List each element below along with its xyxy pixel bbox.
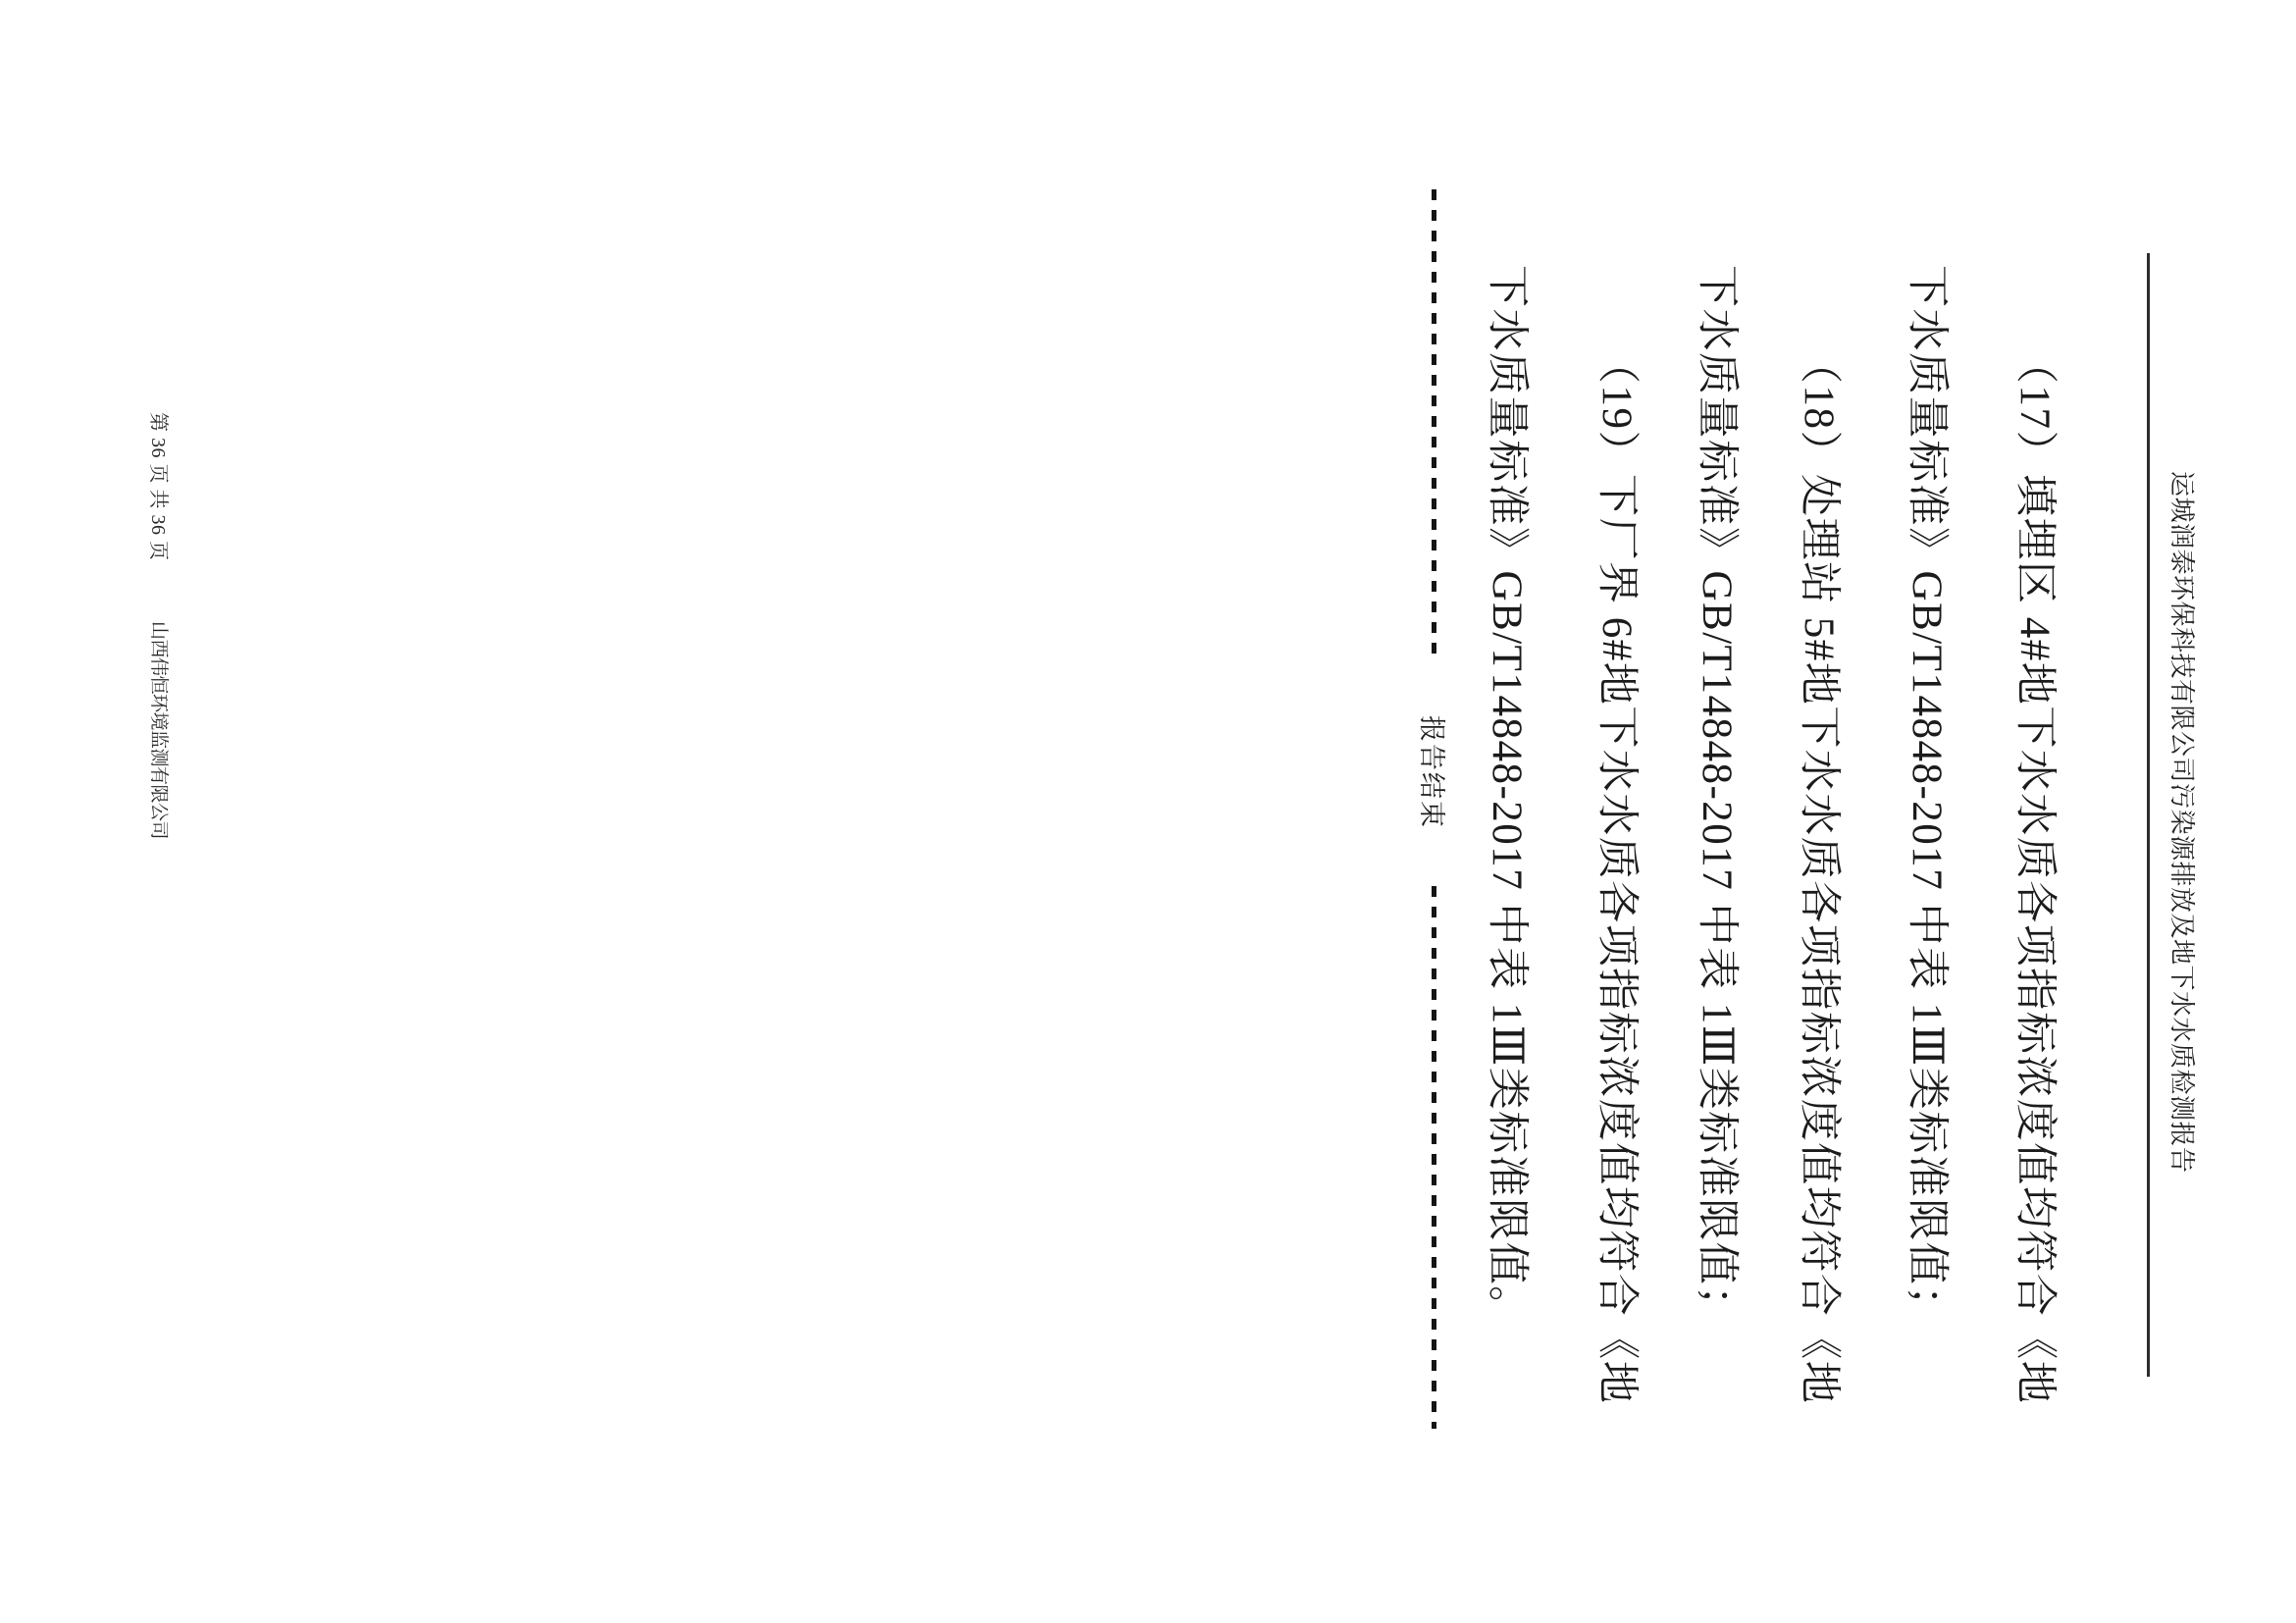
paragraph-18-line-1: （18）处理站 5#地下水水质各项指标浓度值均符合《地: [1796, 341, 1842, 1405]
report-end-divider: [1413, 189, 1456, 1442]
report-header-title: 运城润泰环保科技有限公司污染源排放及地下水水质检测报告: [2167, 471, 2196, 1174]
dashed-rule-left: [1433, 189, 1437, 660]
paragraph-18-line-2: 下水质量标准》GB/T14848-2017 中表 1Ⅲ类标准限值；: [1694, 265, 1740, 1330]
paragraph-17-line-1: （17）填埋区 4#地下水水质各项指标浓度值均符合《地: [2011, 341, 2058, 1405]
paragraph-19-line-2: 下水质量标准》GB/T14848-2017 中表 1Ⅲ类标准限值。: [1484, 265, 1530, 1330]
report-end-label: 报告结束: [1417, 715, 1447, 829]
header-rule: [2147, 253, 2150, 1377]
dashed-rule-right: [1433, 886, 1437, 1429]
paragraph-19-line-1: （19）下厂界 6#地下水水质各项指标浓度值均符合《地: [1593, 341, 1640, 1405]
paragraph-17-line-2: 下水质量标准》GB/T14848-2017 中表 1Ⅲ类标准限值；: [1904, 265, 1950, 1330]
footer-page-number: 第 36 页 共 36 页: [147, 412, 169, 561]
footer-company-name: 山西伟恒环境监测有限公司: [148, 621, 169, 840]
